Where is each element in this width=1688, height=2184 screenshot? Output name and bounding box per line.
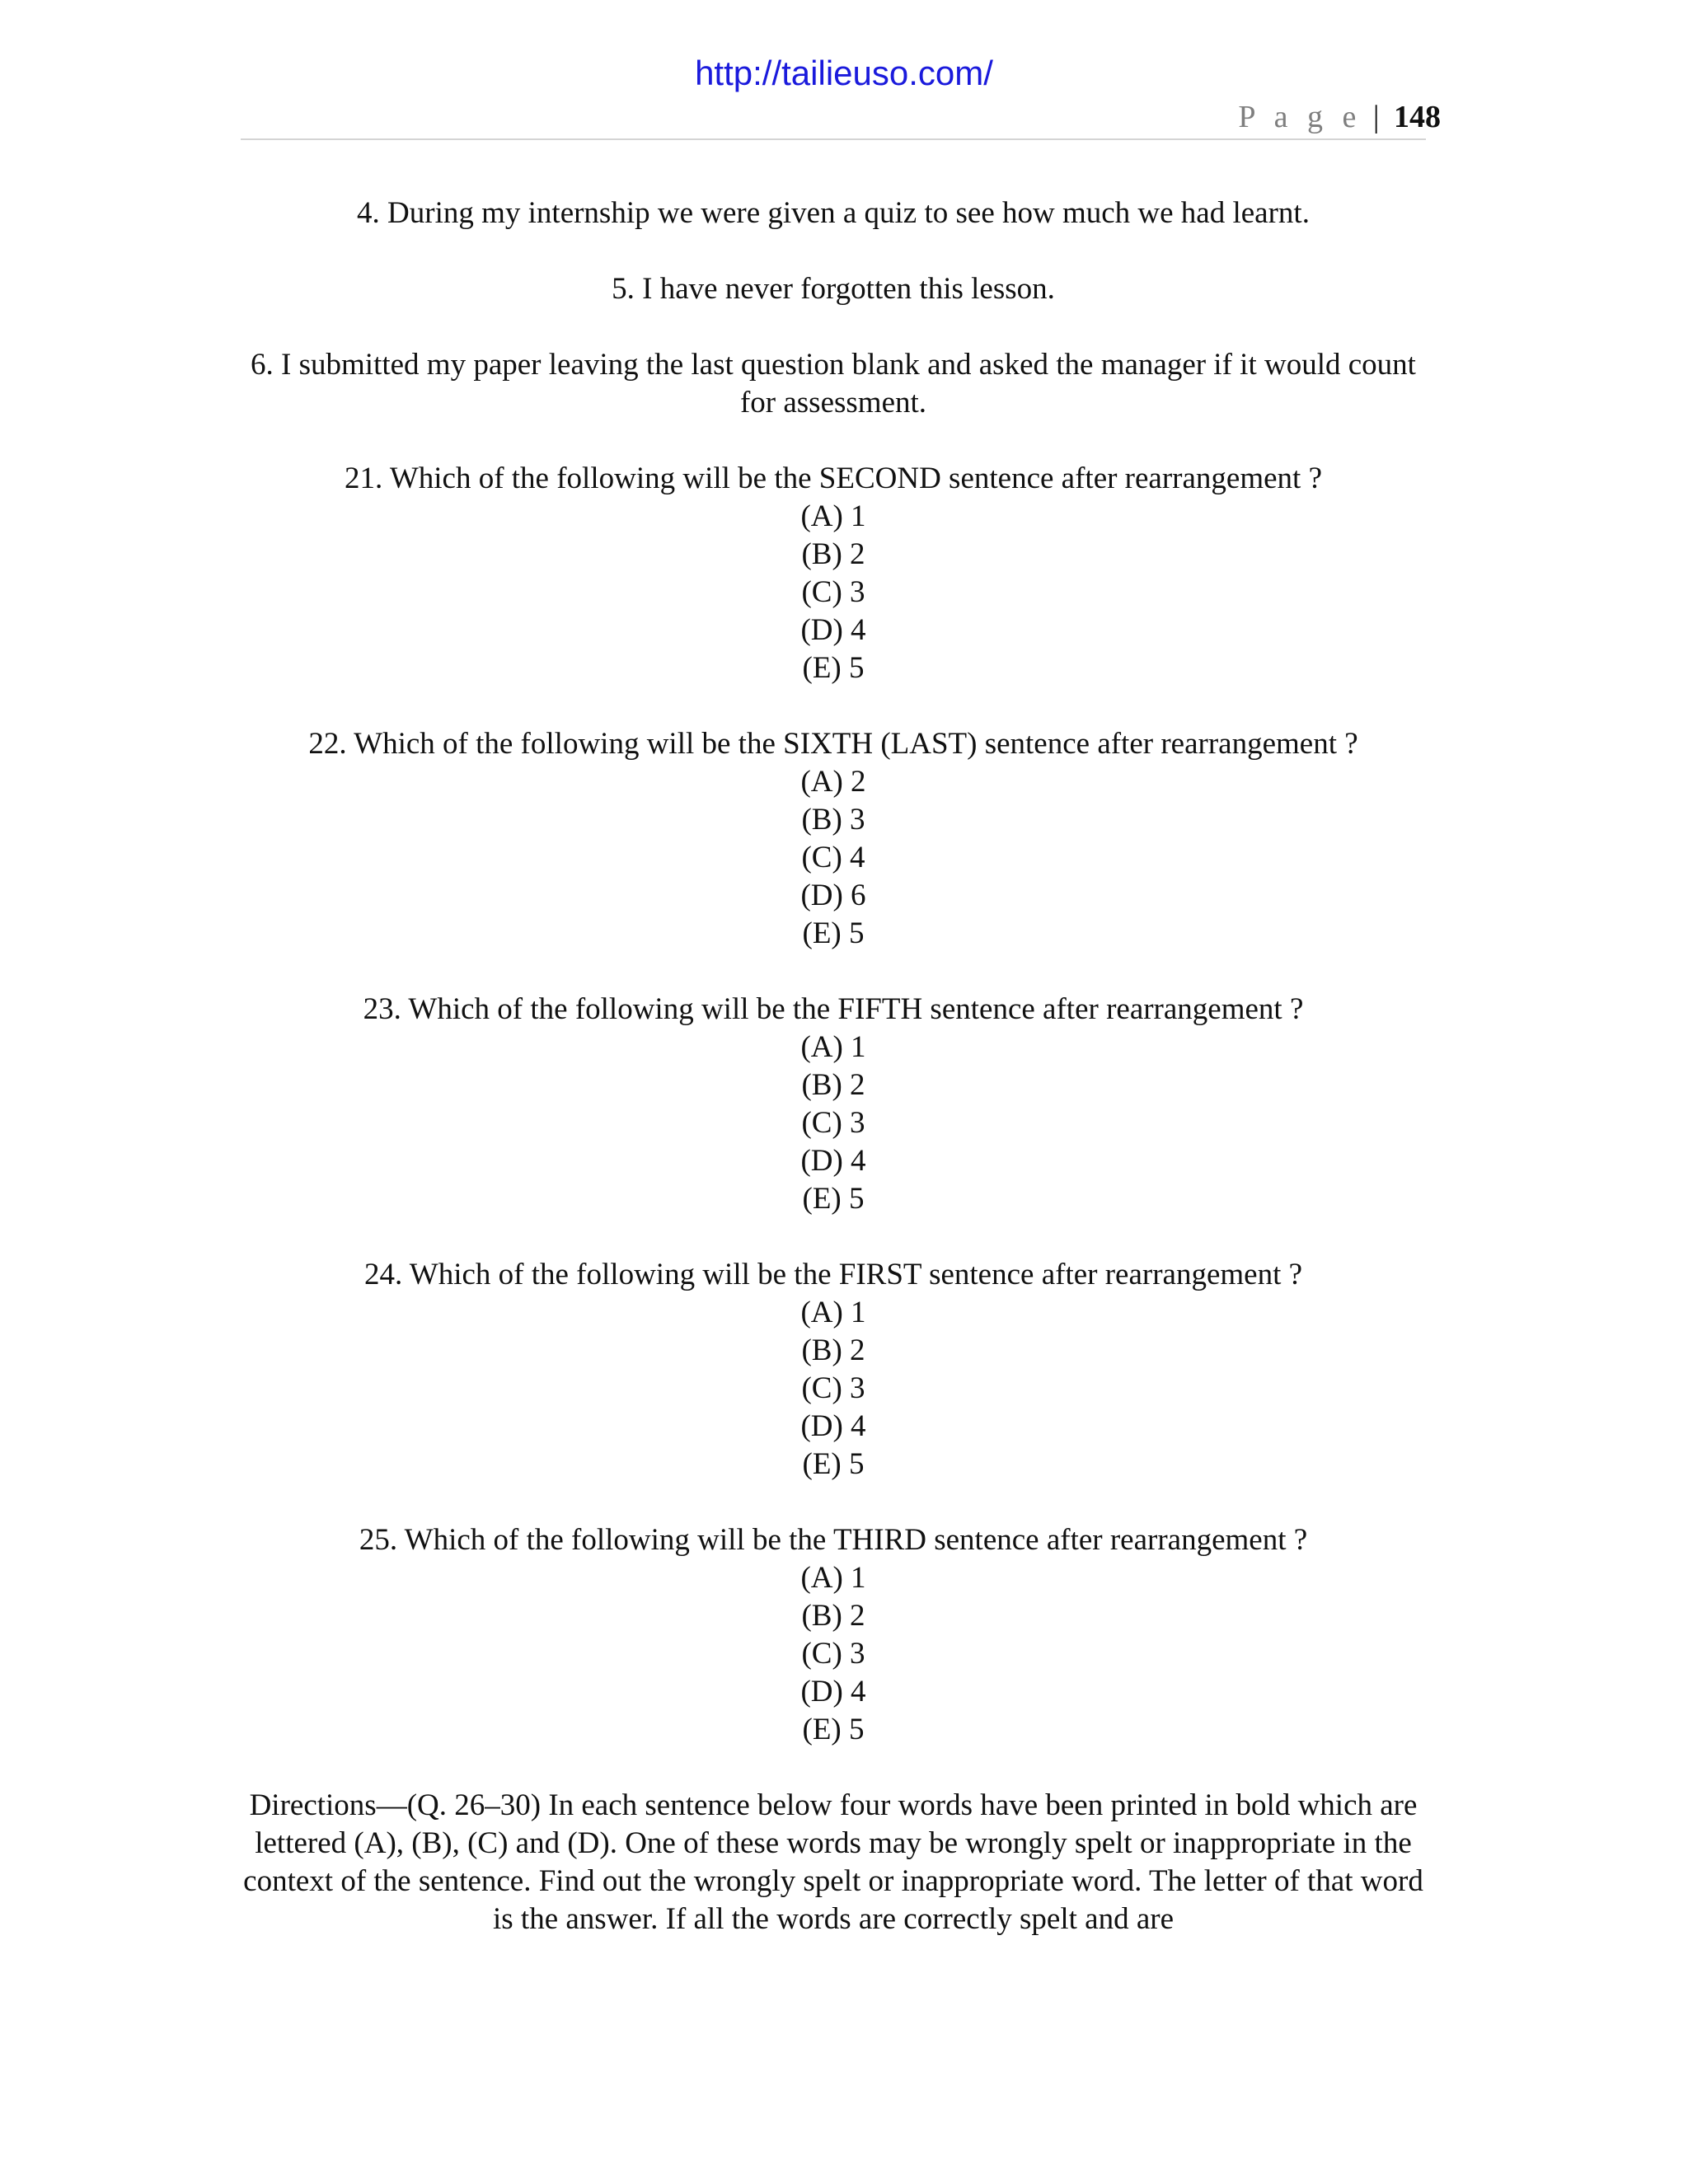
header-url-link[interactable]: http://tailieuso.com/: [695, 54, 993, 92]
page-content: [241, 194, 1426, 1938]
option-b: (B) 2: [801, 537, 865, 571]
option-e: (E) 5: [802, 1447, 865, 1481]
option-d: (D) 4: [800, 1144, 866, 1178]
option-a: (A) 2: [800, 765, 866, 799]
option-c: (C) 3: [801, 1371, 865, 1405]
option-a: (A) 1: [800, 1296, 866, 1329]
question-22: [241, 725, 1426, 953]
sentence-5: 5. I have never forgotten this lesson.: [612, 272, 1055, 306]
option-e: (E) 5: [802, 916, 865, 950]
option-e: (E) 5: [802, 1182, 865, 1216]
question-25: [241, 1521, 1426, 1749]
question-21: [241, 460, 1426, 687]
option-d: (D) 4: [800, 1675, 866, 1708]
sentence-6: 6. I submitted my paper leaving the last question blank and asked the manager if it would count for assessment.: [251, 348, 1416, 419]
option-b: (B) 2: [801, 1333, 865, 1367]
directions-paragraph: Directions—(Q. 26–30) In each sentence below four words have been printed in bold which are lettered (A), (B), (C) and (D). One of these words may be wrongly spelt or inappropriate in the context of the sentence. Find out the wrongly spelt or inappropriate word. The letter of that word is the answer. If all the words are correctly spelt and are: [243, 1788, 1423, 1936]
option-e: (E) 5: [802, 1713, 865, 1746]
question-text: 25. Which of the following will be the THIRD sentence after rearrangement ?: [359, 1523, 1308, 1557]
option-a: (A) 1: [800, 499, 866, 533]
option-c: (C) 3: [801, 1637, 865, 1671]
header-divider: [241, 138, 1426, 140]
option-c: (C) 3: [801, 1106, 865, 1140]
sentence-4: 4. During my internship we were given a quiz to see how much we had learnt.: [357, 196, 1310, 230]
option-b: (B) 2: [801, 1599, 865, 1633]
question-23: [241, 991, 1426, 1218]
question-text: 23. Which of the following will be the FIFTH sentence after rearrangement ?: [363, 992, 1304, 1026]
question-text: 24. Which of the following will be the FIRST sentence after rearrangement ?: [363, 1258, 1303, 1291]
option-d: (D) 4: [800, 1409, 866, 1443]
option-c: (C) 3: [801, 575, 865, 609]
option-b: (B) 2: [801, 1068, 865, 1102]
option-e: (E) 5: [802, 651, 865, 685]
option-c: (C) 4: [801, 841, 865, 874]
question-24: [241, 1256, 1426, 1483]
question-text: 22. Which of the following will be the SIXTH (LAST) sentence after rearrangement ?: [308, 727, 1358, 761]
page-number: [1238, 99, 1441, 137]
page-label: P a g e: [1238, 100, 1362, 134]
question-text: 21. Which of the following will be the SECOND sentence after rearrangement ?: [344, 462, 1322, 495]
option-d: (D) 4: [800, 613, 866, 647]
page-separator: |: [1372, 100, 1380, 134]
option-a: (A) 1: [800, 1030, 866, 1064]
option-a: (A) 1: [800, 1561, 866, 1595]
option-b: (B) 3: [801, 803, 865, 837]
option-d: (D) 6: [800, 879, 866, 912]
page-number-value: 148: [1394, 100, 1441, 134]
